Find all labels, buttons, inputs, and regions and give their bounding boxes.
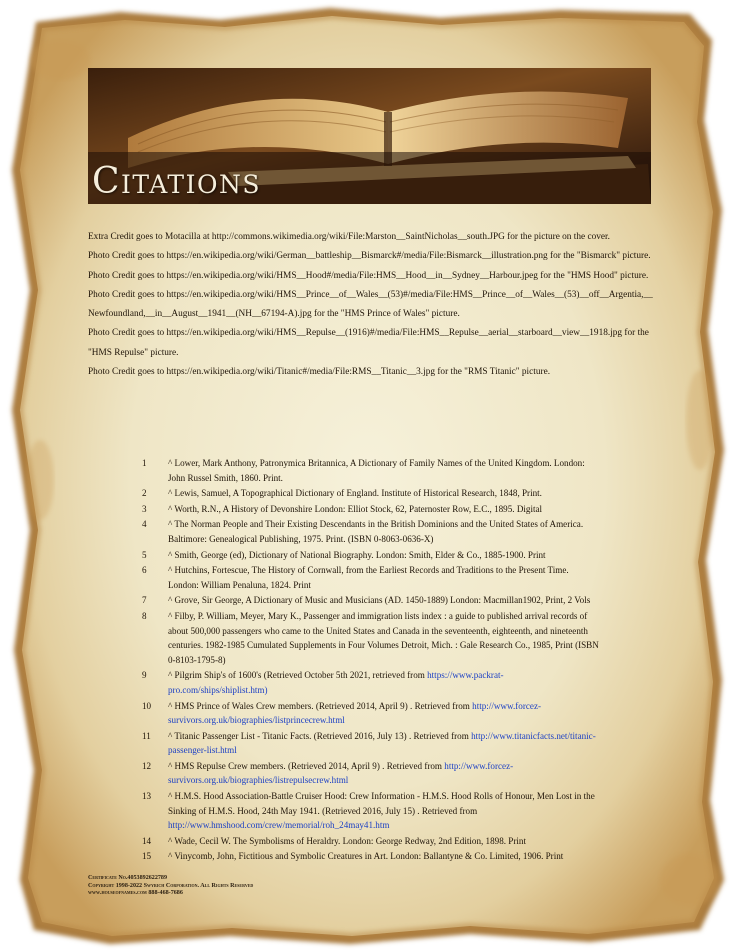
reference-link[interactable]: https://www.packrat-pro.com/ships/shiplist.htm) [168,670,504,695]
reference-text: ^ Grove, Sir George, A Dictionary of Music and Musicians (AD. 1450-1889) London: Macmillan1902, Print, 2 Vols [168,595,591,606]
reference-item [140,548,600,564]
reference-item [140,517,600,547]
reference-item [140,668,600,698]
reference-number: 4 [142,519,147,530]
reference-number: 5 [142,549,147,560]
certificate-number: Certificate No.4053892622789 [88,875,168,881]
photo-credits [88,228,653,382]
reference-number: 12 [142,760,152,771]
reference-link[interactable]: http://www.titanicfacts.net/titanic-passenger-list.html [168,730,596,756]
reference-item [140,699,600,729]
reference-text: ^ HMS Repulse Crew members. (Retrieved 2014, April 9) . Retrieved from http://www.forcez-survivors.org.uk/biographies/listrepulsecrew.html [168,760,514,786]
reference-item [140,729,600,759]
credit-line: Photo Credit goes to https://en.wikipedia.org/wiki/HMS__Repulse__(1916)#/media/File:HMS__Repulse__aerial__starboard__view__1918.jpg for the "HMS Repulse" picture. [88,328,649,358]
reference-number: 3 [142,503,147,514]
reference-item [140,593,600,609]
reference-number: 11 [142,730,151,741]
reference-text: ^ Vinycomb, John, Fictitious and Symbolic Creatures in Art. London: Ballantyne & Co. Limited, 1906. Print [168,851,564,862]
copyright-notice: Copyright 1998-2022 Swyrich Corporation. All Rights Reserved [88,882,254,889]
page-title: Citations [92,161,261,202]
reference-item [140,486,600,502]
reference-text: ^ Pilgrim Ship's of 1600's (Retrieved October 5th 2021, retrieved from https://www.packrat-pro.com/ships/shiplist.htm) [168,670,504,695]
reference-item [140,563,600,593]
reference-text: ^ Wade, Cecil W. The Symbolisms of Heraldry. London: George Redway, 2nd Edition, 1898. Print [168,835,526,846]
reference-item [140,849,600,865]
reference-text: ^ Titanic Passenger List - Titanic Facts. (Retrieved 2016, July 13) . Retrieved from http://www.titanicfacts.net/titanic-passenger-list.html [168,730,596,756]
credit-line: Extra Credit goes to Motacilla at http://commons.wikimedia.org/wiki/File:Marston__SaintNicholas__south.JPG for the picture on the cover. [88,232,610,242]
reference-number: 13 [142,791,152,802]
reference-text: ^ H.M.S. Hood Association-Battle Cruiser Hood: Crew Information - H.M.S. Hood Rolls of Honour, Men Lost in the Sinking of H.M.S. Hood, 24th May 1941. (Retrieved 2016, July 15) . Retrieved from http://www.hmshood.com/crew/memorial/roh_24may41.htm [168,791,595,831]
reference-number: 10 [142,700,152,711]
references-list [140,456,600,865]
reference-number: 15 [142,851,152,862]
reference-number: 9 [142,670,147,681]
reference-text: ^ Worth, R.N., A History of Devonshire London: Elliot Stock, 62, Paternoster Row, E.C., 1895. Digital [168,503,543,514]
reference-text: ^ The Norman People and Their Existing Descendants in the British Dominions and the United States of America. Baltimore: Genealogical Publishing, 1975. Print. (ISBN 0-8063-0636-X) [168,519,584,544]
reference-number: 1 [142,458,147,468]
reference-link[interactable]: http://www.hmshood.com/crew/memorial/roh_24may41.htm [168,820,390,831]
reference-text: ^ Filby, P. William, Meyer, Mary K., Passenger and immigration lists index : a guide to published arrival records of about 500,000 passengers who came to the United States and Canada in the seventeenth, eighteenth, and nineteenth centuries. 1982-1985 Cumulated Supplements in Four Volumes Detroit, Mich. : Gale Research Co., 1985, Print (ISBN 0-8103-1795-8) [168,610,599,665]
reference-item [140,456,600,486]
credit-line: Photo Credit goes to https://en.wikipedia.org/wiki/HMS__Prince__of__Wales__(53)#/media/File:HMS__Prince__of__Wales__(53)__off__Argentia,__Newfoundland,__in__August__1941__(NH__67194-A).jpg for the "HMS Prince of Wales" picture. [88,289,653,320]
header-banner [88,68,651,204]
reference-number: 2 [142,488,147,499]
certificate-footer [88,875,388,898]
reference-number: 6 [142,565,147,576]
reference-item [140,789,600,834]
credit-line: Photo Credit goes to https://en.wikipedia.org/wiki/German__battleship__Bismarck#/media/File:Bismarck__illustration.png for the "Bismarck" picture. [88,251,651,262]
reference-link[interactable]: http://www.forcez-survivors.org.uk/biographies/listrepulsecrew.html [168,760,514,786]
reference-link[interactable]: http://www.forcez-survivors.org.uk/biographies/listprincecrew.html [168,700,542,726]
reference-item [140,502,600,518]
reference-item [140,834,600,850]
reference-number: 8 [142,610,147,621]
reference-text: ^ Lewis, Samuel, A Topographical Dictionary of England. Institute of Historical Research, 1848, Print. [168,488,542,499]
reference-text: ^ HMS Prince of Wales Crew members. (Retrieved 2014, April 9) . Retrieved from http://www.forcez-survivors.org.uk/biographies/listprincecrew.html [168,700,542,726]
reference-number: 7 [142,595,147,606]
website-contact: www.houseofnames.com 888-468-7686 [88,890,183,897]
credit-line: Photo Credit goes to https://en.wikipedia.org/wiki/Titanic#/media/File:RMS__Titanic__3.jpg for the "RMS Titanic" picture. [88,367,551,378]
reference-item [140,609,600,668]
reference-item [140,759,600,789]
reference-number: 14 [142,835,152,846]
reference-text: ^ Hutchins, Fortescue, The History of Cornwall, from the Earliest Records and Traditions to the Present Time. London: William Penaluna, 1824. Print [168,565,569,590]
reference-text: ^ Smith, George (ed), Dictionary of National Biography. London: Smith, Elder & Co., 1885-1900. Print [168,549,546,560]
credit-line: Photo Credit goes to https://en.wikipedia.org/wiki/HMS__Hood#/media/File:HMS__Hood__in__Sydney__Harbour.jpeg for the "HMS Hood" picture. [88,270,649,281]
reference-text: ^ Lower, Mark Anthony, Patronymica Britannica, A Dictionary of Family Names of the United Kingdom. London: John Russel Smith, 1860. Print. [168,458,585,483]
